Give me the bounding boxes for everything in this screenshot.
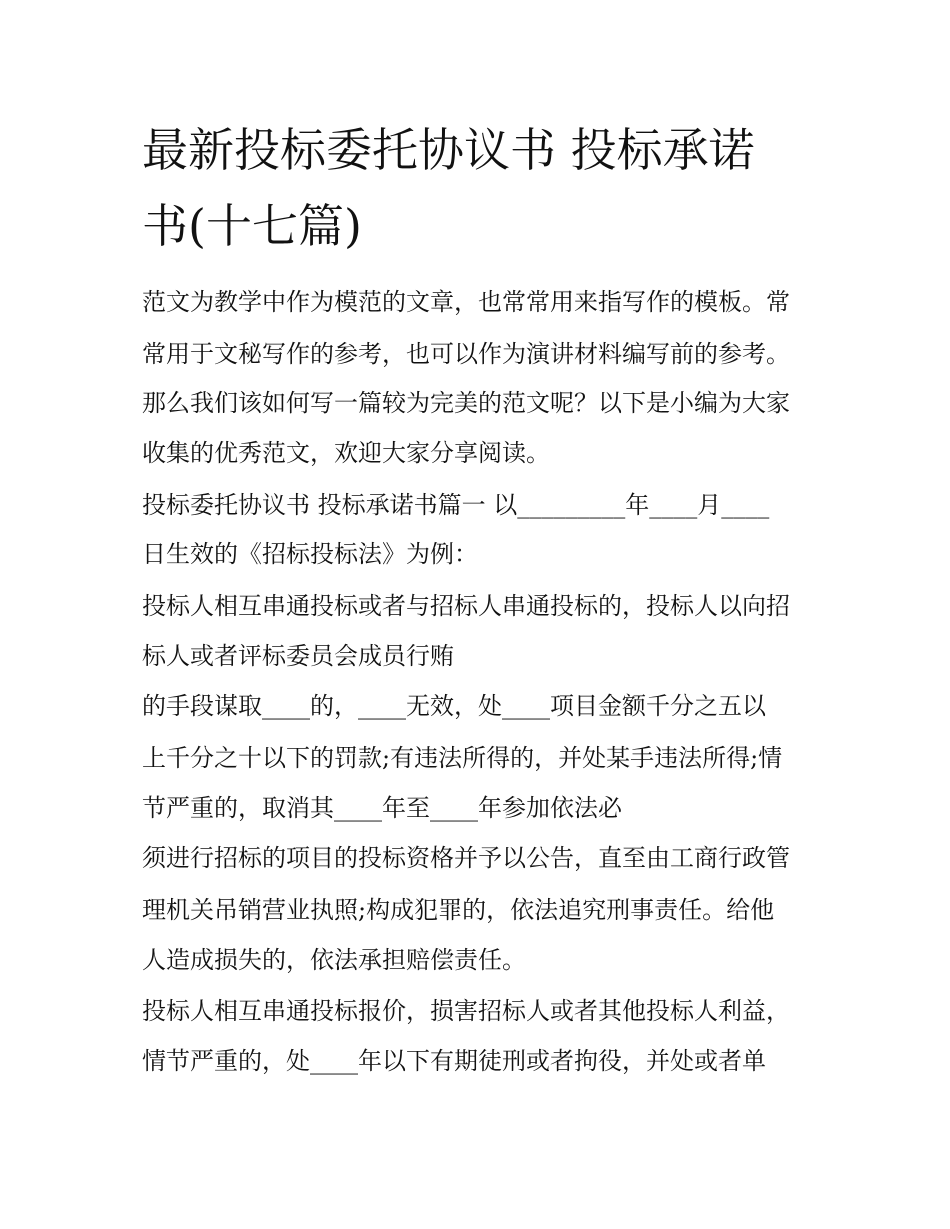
body-line: 收集的优秀范文，欢迎大家分享阅读。 (142, 439, 550, 467)
body-line: 人造成损失的，依法承担赔偿责任。 (142, 946, 526, 974)
body-line: 节严重的，取消其____年至____年参加依法必 (142, 794, 622, 822)
body-line: 上千分之十以下的罚款;有违法所得的，并处某手违法所得;情 (142, 744, 783, 772)
document-title: 最新投标委托协议书 投标承诺 书(十七篇) (142, 123, 755, 253)
body-line: 常用于文秘写作的参考，也可以作为演讲材料编写前的参考。 (142, 340, 790, 368)
body-line: 情节严重的，处____年以下有期徒刑或者拘役，并处或者单 (142, 1047, 766, 1075)
body-line: 范文为教学中作为模范的文章，也常常用来指写作的模板。常 (142, 288, 790, 316)
body-line: 投标人相互串通投标或者与招标人串通投标的，投标人以向招 (142, 592, 790, 620)
body-line: 标人或者评标委员会成员行贿 (142, 642, 454, 670)
body-line: 那么我们该如何写一篇较为完美的范文呢？以下是小编为大家 (142, 389, 790, 417)
body-line: 投标人相互串通投标报价，损害招标人或者其他投标人利益， (142, 997, 790, 1025)
body-line: 投标委托协议书 投标承诺书篇一 以_________年____月____ (142, 491, 770, 519)
body-line: 的手段谋取____的，____无效，处____项目金额千分之五以 (142, 692, 766, 720)
body-line: 日生效的《招标投标法》为例： (142, 540, 478, 568)
body-line: 须进行招标的项目的投标资格并予以公告，直至由工商行政管 (142, 844, 790, 872)
body-line: 理机关吊销营业执照;构成犯罪的，依法追究刑事责任。给他 (142, 896, 775, 924)
